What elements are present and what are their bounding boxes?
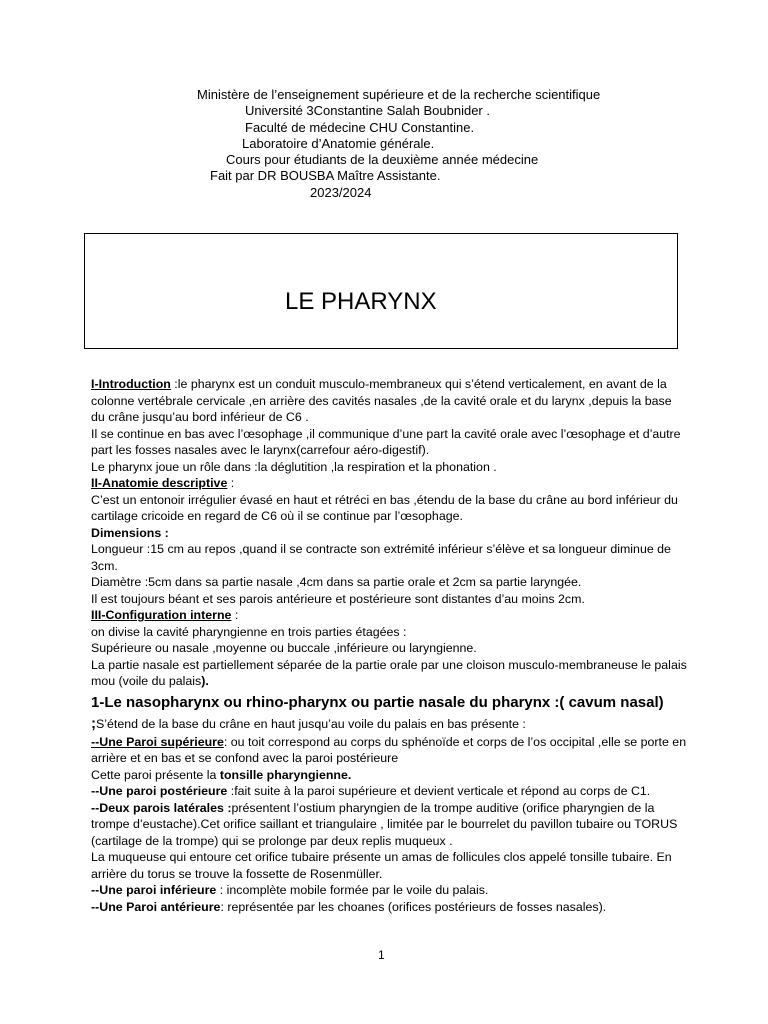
anatomy-heading-line <box>91 475 687 492</box>
config-line-3-end: ). <box>201 674 209 688</box>
config-heading-line <box>91 607 687 624</box>
anatomy-heading-colon: : <box>227 476 235 490</box>
config-line-3-text: La partie nasale est partiellement séparée de la partie orale par une cloison musculo-membraneuse le palais mou (voile du palais <box>91 657 687 688</box>
tonsil-line-text: Cette paroi présente la <box>91 767 220 782</box>
mucosa-paragraph: La muqueuse qui entoure cet orifice tubaire présente un amas de follicules clos appelé tonsille tubaire. En arrière du torus se trouve la fossette de Rosenmüller. <box>91 850 672 881</box>
posterior-wall-heading: --Une paroi postérieure <box>91 784 228 798</box>
nasopharynx-heading: 1-Le nasopharynx ou rhino-pharynx ou partie nasale du pharynx :( cavum nasal) ; <box>91 693 664 732</box>
dimensions-heading: Dimensions : <box>91 525 169 540</box>
intro-text: :le pharynx est un conduit musculo-membraneux qui s’étend verticalement, en avant de la colonne vertébrale cervicale ,en arrière des cavités nasales ,de la cavité orale et du larynx ,depuis la base du crâne jusqu’au bord inférieur de C6 . <box>91 377 672 424</box>
config-line-3 <box>91 657 687 690</box>
inferior-wall-paragraph <box>91 882 687 899</box>
dimension-distance: Il est toujours béant et ses parois antérieure et postérieure sont distantes d’au moins 2cm. <box>91 591 585 606</box>
lateral-walls-heading: --Deux parois latérales : <box>91 800 232 815</box>
superior-wall-text: : ou toit correspond au corps du sphénoïde et corps de l’os occipital ,elle se porte en arrière et en bas et se confond avec la paroi postérieure <box>91 734 687 765</box>
header-line-lab: Laboratoire d’Anatomie générale. <box>242 136 435 151</box>
inferior-wall-heading: --Une paroi inférieure <box>91 883 217 897</box>
body-text <box>91 376 687 915</box>
anterior-wall-text: : représentée par les choanes (orifices postérieurs de fosses nasales). <box>220 899 607 914</box>
config-heading-colon: : <box>231 608 239 622</box>
posterior-wall-paragraph <box>91 783 687 800</box>
dimension-length: Longueur :15 cm au repos ,quand il se contracte son extrémité inférieur s’élève et sa longueur diminue de 3cm. <box>91 542 671 573</box>
nasopharynx-text: S’étend de la base du crâne en haut jusqu’au voile du palais en bas présente : <box>96 716 526 731</box>
config-line-1: on divise la cavité pharyngienne en trois parties étagées : <box>91 624 407 639</box>
tonsil-term: tonsille pharyngienne. <box>219 767 352 782</box>
anatomy-heading: II-Anatomie descriptive <box>91 476 228 490</box>
config-line-2: Supérieure ou nasale ,moyenne ou buccale ,inférieure ou laryngienne. <box>91 641 477 655</box>
intro-paragraph <box>91 376 687 426</box>
header-line-university: Université 3Constantine Salah Boubnider . <box>245 103 490 118</box>
header-line-course: Cours pour étudiants de la deuxième année médecine <box>226 152 539 167</box>
anterior-wall-heading: --Une Paroi antérieure <box>91 899 221 914</box>
superior-wall-heading: --Une Paroi supérieure <box>91 734 224 749</box>
page-title: LE PHARYNX <box>285 288 437 315</box>
page-number: 1 <box>378 948 385 962</box>
config-heading: III-Configuration interne <box>91 608 232 622</box>
paragraph-continuation: Il se continue en bas avec l’œsophage ,il communique d’une part la cavité orale avec l’œsophage et d’autre part les fosses nasales avec le larynx(carrefour aéro-digestif). <box>91 426 681 457</box>
paragraph-roles: Le pharynx joue un rôle dans :la déglutition ,la respiration et la phonation . <box>91 459 497 474</box>
intro-heading: I-Introduction <box>91 377 171 391</box>
superior-wall-paragraph <box>91 734 687 767</box>
tonsil-line <box>91 767 687 784</box>
anatomy-paragraph: C’est un entonoir irrégulier évasé en haut et rétréci en bas ,étendu de la base du crâne au bord inférieur du cartilage cricoide en regard de C6 où il se continue par l’œsophage. <box>91 492 678 523</box>
lateral-walls-text: présentent l’ostium pharyngien de la trompe auditive (orifice pharyngien de la trompe d’eustache).Cet orifice saillant et triangulaire , limitée par le bourrelet du pavillon tubaire ou TORUS (cartilage de la trompe) qui se prolonge par deux replis muqueux . <box>91 800 678 848</box>
dimension-diameter: Diamètre :5cm dans sa partie nasale ,4cm dans sa partie orale et 2cm sa partie laryngée. <box>91 575 582 589</box>
posterior-wall-text: :fait suite à la paroi supérieure et devient verticale et répond au corps de C1. <box>227 784 651 798</box>
header-line-faculty: Faculté de médecine CHU Constantine. <box>245 120 475 135</box>
title-box <box>84 233 678 349</box>
nasopharynx-paragraph <box>91 692 687 734</box>
header-line-author: Fait par DR BOUSBA Maître Assistante. <box>210 168 441 183</box>
lateral-walls-paragraph <box>91 800 687 850</box>
anterior-wall-paragraph <box>91 899 687 916</box>
inferior-wall-text: : incomplète mobile formée par le voile du palais. <box>216 883 489 897</box>
header-line-ministry: Ministère de l’enseignement supérieure et de la recherche scientifique <box>197 87 601 102</box>
header-line-year: 2023/2024 <box>310 185 372 200</box>
